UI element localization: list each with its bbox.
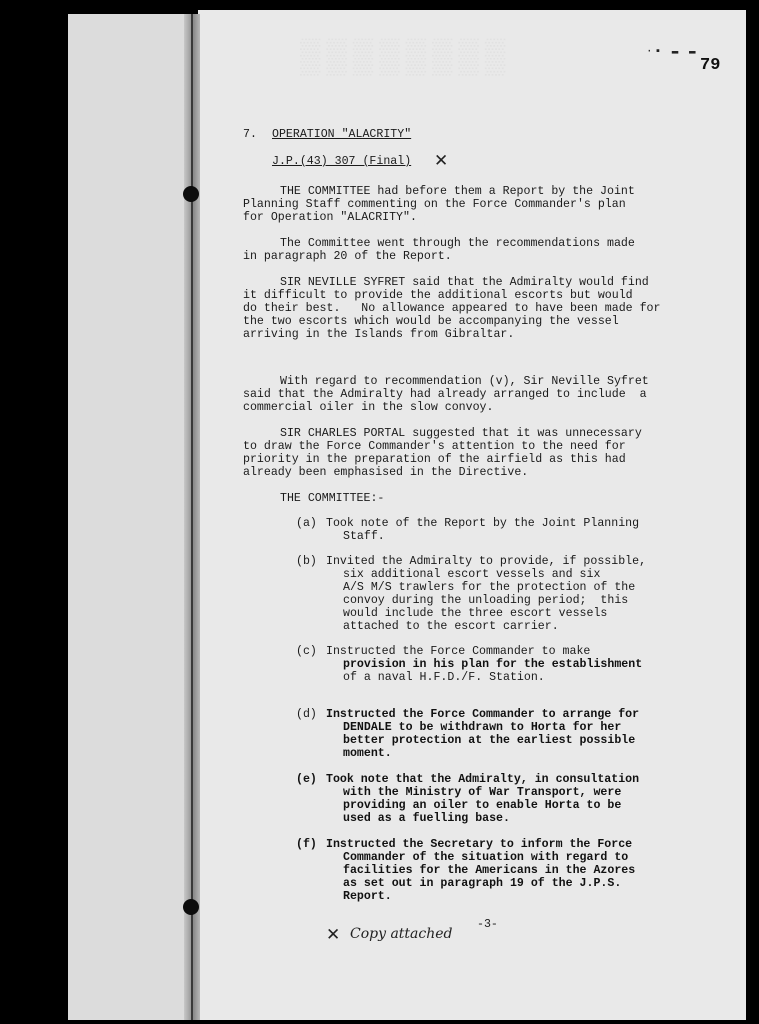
binding-line — [191, 14, 193, 1020]
left-page-edge — [68, 14, 196, 1020]
item-number: 7. — [243, 128, 257, 141]
committee-heading: THE COMMITTEE:- — [280, 492, 385, 505]
faint-stamp-watermark: ▒▒▒▒▒▒▒▒ — [300, 40, 512, 78]
footer-page-number: -3- — [477, 918, 498, 931]
x-mark-icon: ✕ — [434, 151, 449, 171]
item-reference: J.P.(43) 307 (Final) — [272, 155, 412, 168]
punch-hole-top — [183, 186, 199, 202]
corner-mark: ·▪ ▬ ▬ — [646, 46, 698, 58]
item-title: OPERATION "ALACRITY" — [272, 128, 412, 141]
punch-hole-bottom — [183, 899, 199, 915]
handwritten-x-icon: ✕ — [326, 925, 341, 945]
page-number: 79 — [700, 56, 721, 75]
handwritten-annotation: Copy attached — [350, 926, 453, 942]
